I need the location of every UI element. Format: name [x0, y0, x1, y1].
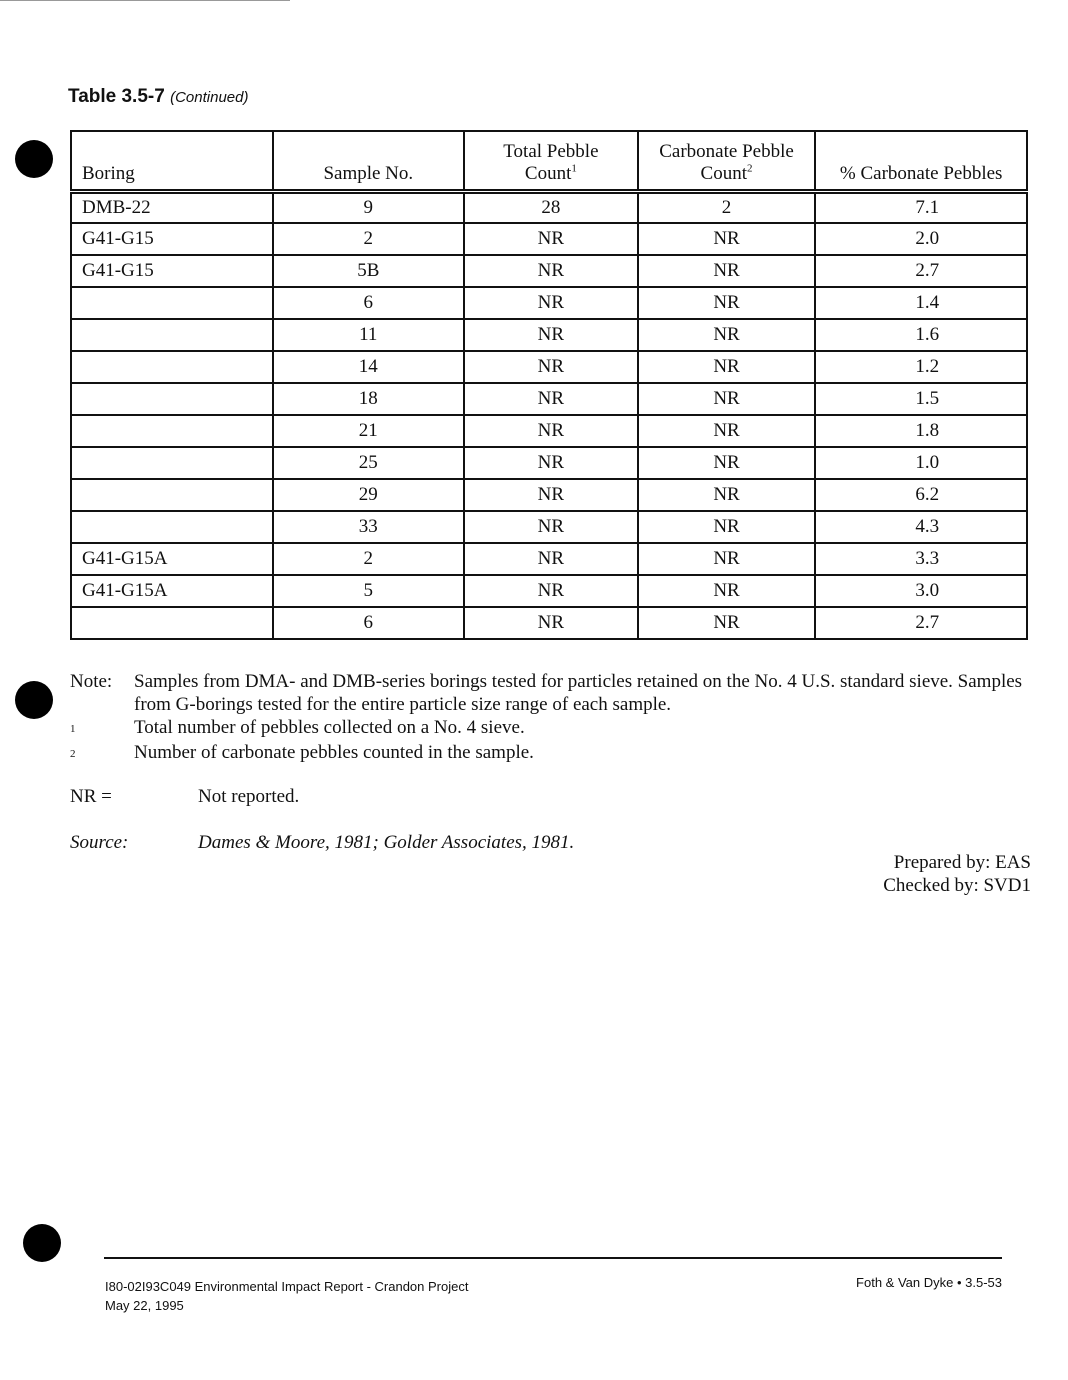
note-text: Samples from DMA- and DMB-series borings tested for particles retained on the No. 4 U.S. standard sieve. Samples from G-borings tested for the entire particle size range of each sample.	[134, 671, 1023, 715]
table-row	[71, 319, 1027, 351]
footnote-ref-2: 2	[747, 162, 753, 175]
footnote-1-mark: 1	[70, 723, 76, 735]
cell-total: NR	[464, 319, 638, 351]
cell-carbonate: NR	[638, 575, 816, 607]
footnote-2-mark: 2	[70, 748, 76, 760]
binder-hole-1	[15, 140, 53, 178]
cell-carbonate: NR	[638, 287, 816, 319]
source-text: Dames & Moore, 1981; Golder Associates, 1981.	[198, 832, 575, 853]
header-carb-line1: Carbonate Pebble	[659, 140, 794, 162]
cell-boring	[71, 415, 273, 447]
note-label: Note:	[70, 671, 113, 692]
cell-boring: G41-G15A	[71, 575, 273, 607]
prepared-block	[883, 851, 1031, 897]
cell-boring	[71, 479, 273, 511]
footnote-2	[70, 741, 1030, 766]
pebble-count-table	[70, 130, 1028, 640]
cell-boring: DMB-22	[71, 191, 273, 223]
binder-hole-2	[15, 681, 53, 719]
binder-hole-3	[23, 1224, 61, 1262]
cell-pct: 7.1	[815, 191, 1027, 223]
table-row	[71, 191, 1027, 223]
cell-pct: 2.7	[815, 607, 1027, 639]
table-row	[71, 447, 1027, 479]
cell-pct: 1.2	[815, 351, 1027, 383]
cell-boring	[71, 447, 273, 479]
cell-carbonate: 2	[638, 191, 816, 223]
table-row	[71, 383, 1027, 415]
cell-pct: 1.6	[815, 319, 1027, 351]
table-title	[68, 86, 248, 108]
cell-boring	[71, 383, 273, 415]
cell-sample: 11	[273, 319, 465, 351]
cell-pct: 1.8	[815, 415, 1027, 447]
header-total-pebble-count	[464, 131, 638, 191]
cell-boring	[71, 607, 273, 639]
cell-boring	[71, 319, 273, 351]
table-title-main: Table 3.5-7	[68, 86, 165, 107]
checked-by: Checked by: SVD1	[883, 875, 1031, 896]
cell-carbonate: NR	[638, 223, 816, 255]
table-header-row	[71, 131, 1027, 191]
nr-text: Not reported.	[198, 786, 300, 807]
note-main	[70, 670, 1030, 716]
cell-sample: 21	[273, 415, 465, 447]
cell-total: NR	[464, 223, 638, 255]
table-title-sub: (Continued)	[170, 89, 249, 106]
cell-total: NR	[464, 607, 638, 639]
table-row	[71, 575, 1027, 607]
cell-pct: 4.3	[815, 511, 1027, 543]
table-row	[71, 415, 1027, 447]
table-row	[71, 479, 1027, 511]
cell-pct: 6.2	[815, 479, 1027, 511]
cell-sample: 18	[273, 383, 465, 415]
cell-pct: 1.4	[815, 287, 1027, 319]
cell-sample: 29	[273, 479, 465, 511]
footnote-ref-1: 1	[571, 162, 577, 175]
cell-sample: 25	[273, 447, 465, 479]
table-row	[71, 287, 1027, 319]
cell-total: NR	[464, 415, 638, 447]
cell-boring	[71, 511, 273, 543]
cell-carbonate: NR	[638, 511, 816, 543]
cell-pct: 3.3	[815, 543, 1027, 575]
footer-page-ref: Foth & Van Dyke • 3.5-53	[856, 1275, 1002, 1290]
cell-total: 28	[464, 191, 638, 223]
footer-left	[105, 1277, 468, 1315]
cell-boring: G41-G15	[71, 223, 273, 255]
table-row	[71, 223, 1027, 255]
nr-label: NR =	[70, 786, 112, 807]
cell-sample: 2	[273, 223, 465, 255]
cell-total: NR	[464, 351, 638, 383]
table-row	[71, 351, 1027, 383]
source-label: Source:	[70, 832, 129, 853]
table-row	[71, 607, 1027, 639]
cell-sample: 2	[273, 543, 465, 575]
cell-carbonate: NR	[638, 319, 816, 351]
header-total-line2: Count	[524, 162, 572, 184]
cell-pct: 1.0	[815, 447, 1027, 479]
cell-pct: 1.5	[815, 383, 1027, 415]
footer-doc-id: I80-02I93C049 Environmental Impact Report - Crandon Project	[105, 1279, 469, 1294]
cell-total: NR	[464, 543, 638, 575]
cell-boring	[71, 287, 273, 319]
cell-pct: 2.7	[815, 255, 1027, 287]
footnote-1	[70, 716, 1030, 741]
cell-total: NR	[464, 383, 638, 415]
table-row	[71, 543, 1027, 575]
cell-carbonate: NR	[638, 479, 816, 511]
cell-boring: G41-G15A	[71, 543, 273, 575]
cell-carbonate: NR	[638, 607, 816, 639]
footnote-1-text: Total number of pebbles collected on a No. 4 sieve.	[134, 717, 525, 738]
cell-carbonate: NR	[638, 543, 816, 575]
cell-boring	[71, 351, 273, 383]
cell-pct: 2.0	[815, 223, 1027, 255]
cell-sample: 14	[273, 351, 465, 383]
scan-edge-line	[0, 0, 290, 1]
prepared-by: Prepared by: EAS	[893, 852, 1031, 873]
header-boring: Boring	[71, 131, 273, 191]
cell-carbonate: NR	[638, 383, 816, 415]
nr-definition	[70, 786, 299, 808]
table-body	[71, 191, 1027, 639]
header-carbonate-pebble-count	[638, 131, 816, 191]
source-line	[70, 832, 574, 854]
cell-sample: 9	[273, 191, 465, 223]
footer-date: May 22, 1995	[105, 1298, 184, 1313]
table-row	[71, 255, 1027, 287]
cell-total: NR	[464, 479, 638, 511]
cell-sample: 6	[273, 287, 465, 319]
cell-total: NR	[464, 575, 638, 607]
cell-total: NR	[464, 447, 638, 479]
cell-total: NR	[464, 287, 638, 319]
cell-sample: 6	[273, 607, 465, 639]
cell-total: NR	[464, 255, 638, 287]
footer-rule	[104, 1257, 1002, 1259]
table-row	[71, 511, 1027, 543]
header-total-line1: Total Pebble	[503, 140, 599, 162]
cell-boring: G41-G15	[71, 255, 273, 287]
table-notes	[70, 670, 1030, 766]
header-carb-line2: Count	[700, 162, 747, 184]
cell-sample: 5	[273, 575, 465, 607]
cell-carbonate: NR	[638, 255, 816, 287]
footnote-2-text: Number of carbonate pebbles counted in the sample.	[134, 742, 534, 763]
cell-carbonate: NR	[638, 351, 816, 383]
cell-carbonate: NR	[638, 447, 816, 479]
cell-sample: 5B	[273, 255, 465, 287]
cell-pct: 3.0	[815, 575, 1027, 607]
cell-sample: 33	[273, 511, 465, 543]
header-pct-carbonate: % Carbonate Pebbles	[815, 131, 1027, 191]
cell-total: NR	[464, 511, 638, 543]
header-sample-no: Sample No.	[273, 131, 465, 191]
cell-carbonate: NR	[638, 415, 816, 447]
